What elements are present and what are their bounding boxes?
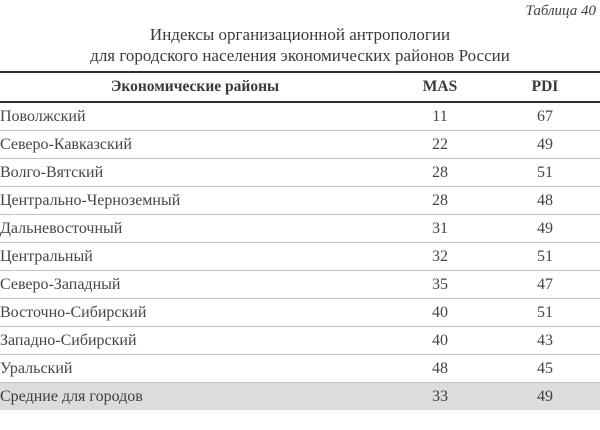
table-row	[0, 130, 600, 158]
table-row	[0, 186, 600, 214]
region-cell: Дальневосточный	[0, 219, 123, 237]
region-cell: Северо-Западный	[0, 275, 121, 293]
column-header-mas: MAS	[422, 78, 458, 95]
region-cell: Поволжский	[0, 107, 86, 125]
pdi-value-cell: 48	[537, 191, 553, 209]
table-title-line1: Индексы организационной антропологии	[149, 25, 451, 44]
table-row	[0, 270, 600, 298]
mas-value-cell: 28	[432, 191, 448, 209]
region-cell: Центрально-Черноземный	[0, 191, 181, 209]
mas-value-cell: 28	[432, 163, 448, 181]
table-title-line2: для городского населения экономических районов России	[90, 46, 510, 65]
column-header-region: Экономические районы	[110, 78, 280, 95]
mas-value-cell: 40	[432, 303, 448, 321]
table-row	[0, 102, 600, 130]
table-row	[0, 354, 600, 382]
mas-value-cell: 40	[432, 331, 448, 349]
table-title	[0, 24, 600, 66]
region-cell: Западно-Сибирский	[0, 331, 137, 349]
table-row	[0, 298, 600, 326]
table-header	[0, 72, 600, 102]
region-cell: Средние для городов	[0, 387, 143, 405]
pdi-value-cell: 49	[537, 135, 553, 153]
mas-value-cell: 22	[432, 135, 448, 153]
pdi-value-cell: 51	[537, 303, 553, 321]
mas-value-cell: 48	[432, 359, 448, 377]
table-body	[0, 102, 600, 410]
mas-value-cell: 32	[432, 247, 448, 265]
pdi-value-cell: 49	[537, 219, 553, 237]
summary-row	[0, 382, 600, 410]
pdi-value-cell: 45	[537, 359, 553, 377]
anthropology-index-table	[0, 71, 600, 410]
table-caption: Таблица 40	[525, 3, 596, 19]
pdi-value-cell: 51	[537, 247, 553, 265]
mas-value-cell: 11	[432, 107, 448, 125]
table-row	[0, 242, 600, 270]
mas-value-cell: 35	[432, 275, 448, 293]
table-row	[0, 214, 600, 242]
table-header-row	[0, 72, 600, 102]
region-cell: Волго-Вятский	[0, 163, 104, 181]
pdi-value-cell: 51	[537, 163, 553, 181]
region-cell: Центральный	[0, 247, 93, 265]
pdi-value-cell: 49	[537, 387, 553, 405]
region-cell: Восточно-Сибирский	[0, 303, 147, 321]
table-row	[0, 326, 600, 354]
mas-value-cell: 31	[432, 219, 448, 237]
region-cell: Северо-Кавказский	[0, 135, 132, 153]
pdi-value-cell: 47	[537, 275, 553, 293]
pdi-value-cell: 67	[537, 107, 553, 125]
mas-value-cell: 33	[432, 387, 448, 405]
region-cell: Уральский	[0, 359, 73, 377]
pdi-value-cell: 43	[537, 331, 553, 349]
column-header-pdi: PDI	[531, 78, 559, 95]
table-row	[0, 158, 600, 186]
